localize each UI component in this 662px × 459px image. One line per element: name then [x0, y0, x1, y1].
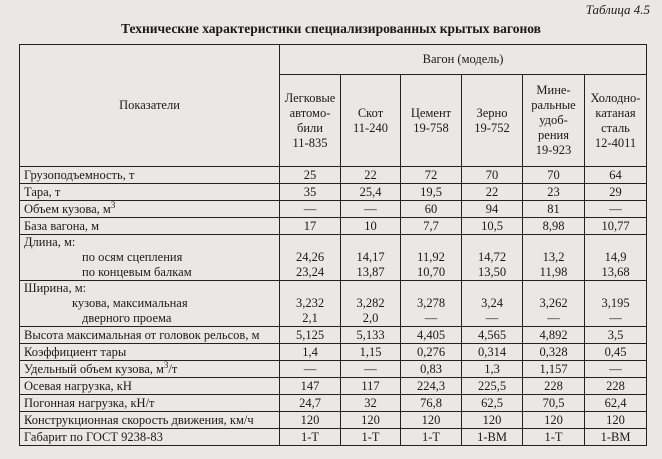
cell: 225,5: [462, 378, 523, 395]
cell: 120: [401, 412, 462, 429]
cell: 70: [523, 167, 585, 184]
cell: 70: [462, 167, 523, 184]
cell: 22: [462, 184, 523, 201]
column-header-cement: Цемент 19-758: [401, 75, 462, 167]
row-label: Тара, т: [20, 184, 280, 201]
cell: 224,3: [401, 378, 462, 395]
row-label: Объем кузова, $м^3$: [20, 201, 280, 218]
cell: —: [585, 361, 647, 378]
cell: 24,7: [280, 395, 341, 412]
cell: 0,328: [523, 344, 585, 361]
cell: 1-Т: [523, 429, 585, 446]
cell: 3,278 —: [401, 281, 462, 327]
table-row-max-height: [20, 327, 647, 344]
cell: 4,892: [523, 327, 585, 344]
row-label: Осевая нагрузка, кН: [20, 378, 280, 395]
cell: 14,9 13,68: [585, 235, 647, 281]
cell: 10,77: [585, 218, 647, 235]
table-number: Таблица 4.5: [585, 2, 650, 17]
cell: 1-Т: [341, 429, 401, 446]
cell: —: [280, 201, 341, 218]
cell: 1,3: [462, 361, 523, 378]
cell: 70,5: [523, 395, 585, 412]
cell: 4,405: [401, 327, 462, 344]
cell: —: [585, 201, 647, 218]
row-label: Длина, м: по осям сцепления по концевым балкам: [20, 235, 280, 281]
table-row-load-capacity: [20, 167, 647, 184]
cell: 1,15: [341, 344, 401, 361]
cell: 11,92 10,70: [401, 235, 462, 281]
table-row-axle-load: [20, 378, 647, 395]
cell: 117: [341, 378, 401, 395]
characteristics-table: [19, 44, 647, 446]
row-label: Высота максимальная от головок рельсов, м: [20, 327, 280, 344]
cell: 120: [585, 412, 647, 429]
cell: 3,24 —: [462, 281, 523, 327]
cell: 10,5: [462, 218, 523, 235]
cell: 25: [280, 167, 341, 184]
cell: 1,157: [523, 361, 585, 378]
cell: 147: [280, 378, 341, 395]
row-label: Грузоподъемность, т: [20, 167, 280, 184]
table-row-tare-coefficient: [20, 344, 647, 361]
table-row-wheelbase: [20, 218, 647, 235]
cell: 72: [401, 167, 462, 184]
cell: 23: [523, 184, 585, 201]
cell: 62,5: [462, 395, 523, 412]
column-header-livestock: Скот 11-240: [341, 75, 401, 167]
column-header-fertilizer: Мине- ральные удоб- рения 19-923: [523, 75, 585, 167]
cell: 5,125: [280, 327, 341, 344]
table-row-width: [20, 281, 647, 327]
table-row-gauge: [20, 429, 647, 446]
cell: 3,195 —: [585, 281, 647, 327]
cell: 14,17 13,87: [341, 235, 401, 281]
cell: 7,7: [401, 218, 462, 235]
cell: 8,98: [523, 218, 585, 235]
row-label: Ширина, м: кузова, максимальная дверного проема: [20, 281, 280, 327]
cell: 228: [523, 378, 585, 395]
cell: 81: [523, 201, 585, 218]
cell: 14,72 13,50: [462, 235, 523, 281]
row-label: Габарит по ГОСТ 9238-83: [20, 429, 280, 446]
cell: 5,133: [341, 327, 401, 344]
cell: 4,565: [462, 327, 523, 344]
table-row-length: [20, 235, 647, 281]
table-row-design-speed: [20, 412, 647, 429]
wagon-group-header: Вагон (модель): [280, 45, 647, 75]
row-label: Конструкционная скорость движения, км/ч: [20, 412, 280, 429]
cell: 76,8: [401, 395, 462, 412]
cell: 3,262 —: [523, 281, 585, 327]
cell: 60: [401, 201, 462, 218]
cell: 32: [341, 395, 401, 412]
table-row-tare: [20, 184, 647, 201]
cell: 0,314: [462, 344, 523, 361]
cell: 10: [341, 218, 401, 235]
cell: 1-Т: [401, 429, 462, 446]
cell: 22: [341, 167, 401, 184]
table-title: Технические характеристики специализированных крытых вагонов: [121, 21, 541, 36]
cell: 3,282 2,0: [341, 281, 401, 327]
cell: 94: [462, 201, 523, 218]
cell: 13,2 11,98: [523, 235, 585, 281]
table-row-specific-volume: [20, 361, 647, 378]
row-label: Удельный объем кузова, $м^3/т$: [20, 361, 280, 378]
cell: 0,276: [401, 344, 462, 361]
cell: 62,4: [585, 395, 647, 412]
cell: 120: [462, 412, 523, 429]
column-header-cars: Легковые автомо- били 11-835: [280, 75, 341, 167]
cell: 0,83: [401, 361, 462, 378]
cell: 1,4: [280, 344, 341, 361]
cell: 3,232 2,1: [280, 281, 341, 327]
row-label: Погонная нагрузка, кН/т: [20, 395, 280, 412]
cell: 120: [341, 412, 401, 429]
cell: 25,4: [341, 184, 401, 201]
cell: 64: [585, 167, 647, 184]
cell: 3,5: [585, 327, 647, 344]
cell: 1-ВМ: [585, 429, 647, 446]
cell: 19,5: [401, 184, 462, 201]
column-header-steel: Холодно- катаная сталь 12-4011: [585, 75, 647, 167]
table-row-linear-load: [20, 395, 647, 412]
row-label: База вагона, м: [20, 218, 280, 235]
cell: 1-ВМ: [462, 429, 523, 446]
cell: 17: [280, 218, 341, 235]
cell: 120: [523, 412, 585, 429]
cell: 24,26 23,24: [280, 235, 341, 281]
table-row-body-volume: [20, 201, 647, 218]
cell: 1-Т: [280, 429, 341, 446]
column-header-grain: Зерно 19-752: [462, 75, 523, 167]
cell: —: [280, 361, 341, 378]
cell: 120: [280, 412, 341, 429]
cell: —: [341, 201, 401, 218]
cell: 35: [280, 184, 341, 201]
cell: 29: [585, 184, 647, 201]
cell: 0,45: [585, 344, 647, 361]
row-label: Коэффициент тары: [20, 344, 280, 361]
indicator-header: Показатели: [20, 45, 280, 167]
cell: —: [341, 361, 401, 378]
cell: 228: [585, 378, 647, 395]
